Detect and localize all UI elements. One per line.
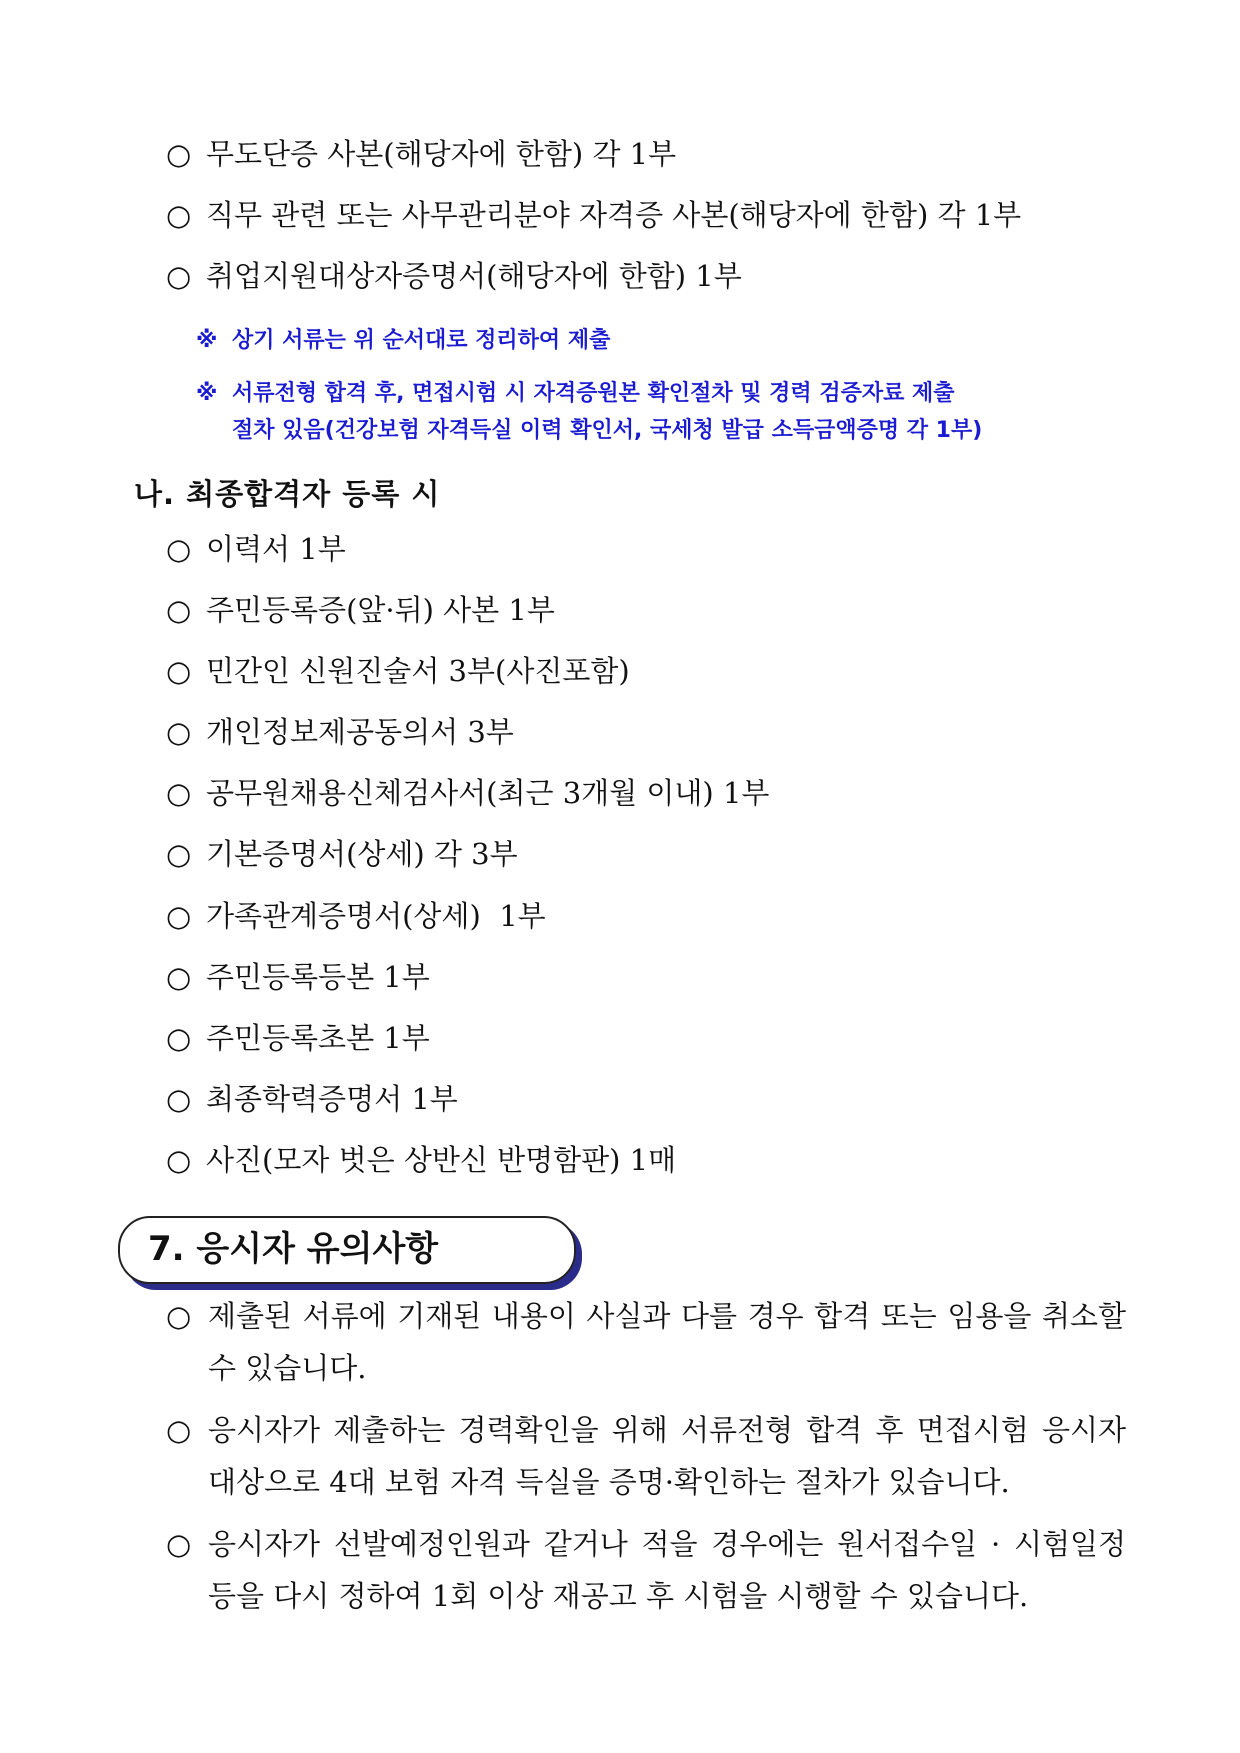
section-title: 7. 응시자 유의사항 <box>148 1229 439 1269</box>
notice-paragraph: ○ 응시자가 제출하는 경력확인을 위해 서류전형 합격 후 면접시험 응시자 대상으로 4대 보험 자격 득실을 증명·확인하는 절차가 있습니다. <box>166 1404 1126 1508</box>
notice-paragraph: ○ 응시자가 선발예정인원과 같거나 적을 경우에는 원서접수일 · 시험일정 등을 다시 정하여 1회 이상 재공고 후 시험을 시행할 수 있습니다. <box>166 1518 1126 1622</box>
list-item: ○ 공무원채용신체검사서(최근 3개월 이내) 1부 <box>166 771 769 815</box>
section-heading-box <box>118 1216 576 1284</box>
list-item: ○ 이력서 1부 <box>166 527 346 571</box>
list-item: ○ 가족관계증명서(상세) 1부 <box>166 894 546 938</box>
list-item: ○ 최종학력증명서 1부 <box>166 1077 458 1121</box>
circle-bullet-icon: ○ <box>166 1082 192 1116</box>
circle-bullet-icon: ○ <box>166 715 192 749</box>
subsection-title: 나. 최종합격자 등록 시 <box>134 477 441 511</box>
list-item: ○ 개인정보제공동의서 3부 <box>166 710 514 754</box>
list-item: ○ 기본증명서(상세) 각 3부 <box>166 832 518 876</box>
list-item: ○ 주민등록초본 1부 <box>166 1016 430 1060</box>
circle-bullet-icon: ○ <box>166 1413 192 1447</box>
circle-bullet-icon: ○ <box>166 960 192 994</box>
list-item: ○ 민간인 신원진술서 3부(사진포함) <box>166 649 630 693</box>
note: ※ 서류전형 합격 후, 면접시험 시 자격증원본 확인절차 및 경력 검증자료 제출 절차 있음(건강보험 자격득실 이력 확인서, 국세청 발급 소득금액증명 각 1부) <box>196 381 983 443</box>
circle-bullet-icon: ○ <box>166 776 192 810</box>
reference-mark-icon: ※ <box>196 328 218 353</box>
circle-bullet-icon: ○ <box>166 899 192 933</box>
reference-mark-icon: ※ <box>196 381 218 406</box>
circle-bullet-icon: ○ <box>166 259 192 293</box>
circle-bullet-icon: ○ <box>166 1299 192 1333</box>
list-item: ○ 취업지원대상자증명서(해당자에 한함) 1부 <box>166 254 742 298</box>
circle-bullet-icon: ○ <box>166 198 192 232</box>
circle-bullet-icon: ○ <box>166 837 192 871</box>
circle-bullet-icon: ○ <box>166 593 192 627</box>
circle-bullet-icon: ○ <box>166 137 192 171</box>
list-item: ○ 주민등록등본 1부 <box>166 955 430 999</box>
list-item: ○ 무도단증 사본(해당자에 한함) 각 1부 <box>166 132 676 176</box>
circle-bullet-icon: ○ <box>166 654 192 688</box>
circle-bullet-icon: ○ <box>166 1143 192 1177</box>
list-item: ○ 주민등록증(앞·뒤) 사본 1부 <box>166 588 555 632</box>
notice-paragraph: ○ 제출된 서류에 기재된 내용이 사실과 다를 경우 합격 또는 임용을 취소할 수 있습니다. <box>166 1290 1126 1394</box>
note: ※ 상기 서류는 위 순서대로 정리하여 제출 <box>196 328 611 353</box>
circle-bullet-icon: ○ <box>166 1527 192 1561</box>
circle-bullet-icon: ○ <box>166 1021 192 1055</box>
list-item: ○ 사진(모자 벗은 상반신 반명함판) 1매 <box>166 1138 676 1182</box>
list-item: ○ 직무 관련 또는 사무관리분야 자격증 사본(해당자에 한함) 각 1부 <box>166 193 1021 237</box>
circle-bullet-icon: ○ <box>166 532 192 566</box>
